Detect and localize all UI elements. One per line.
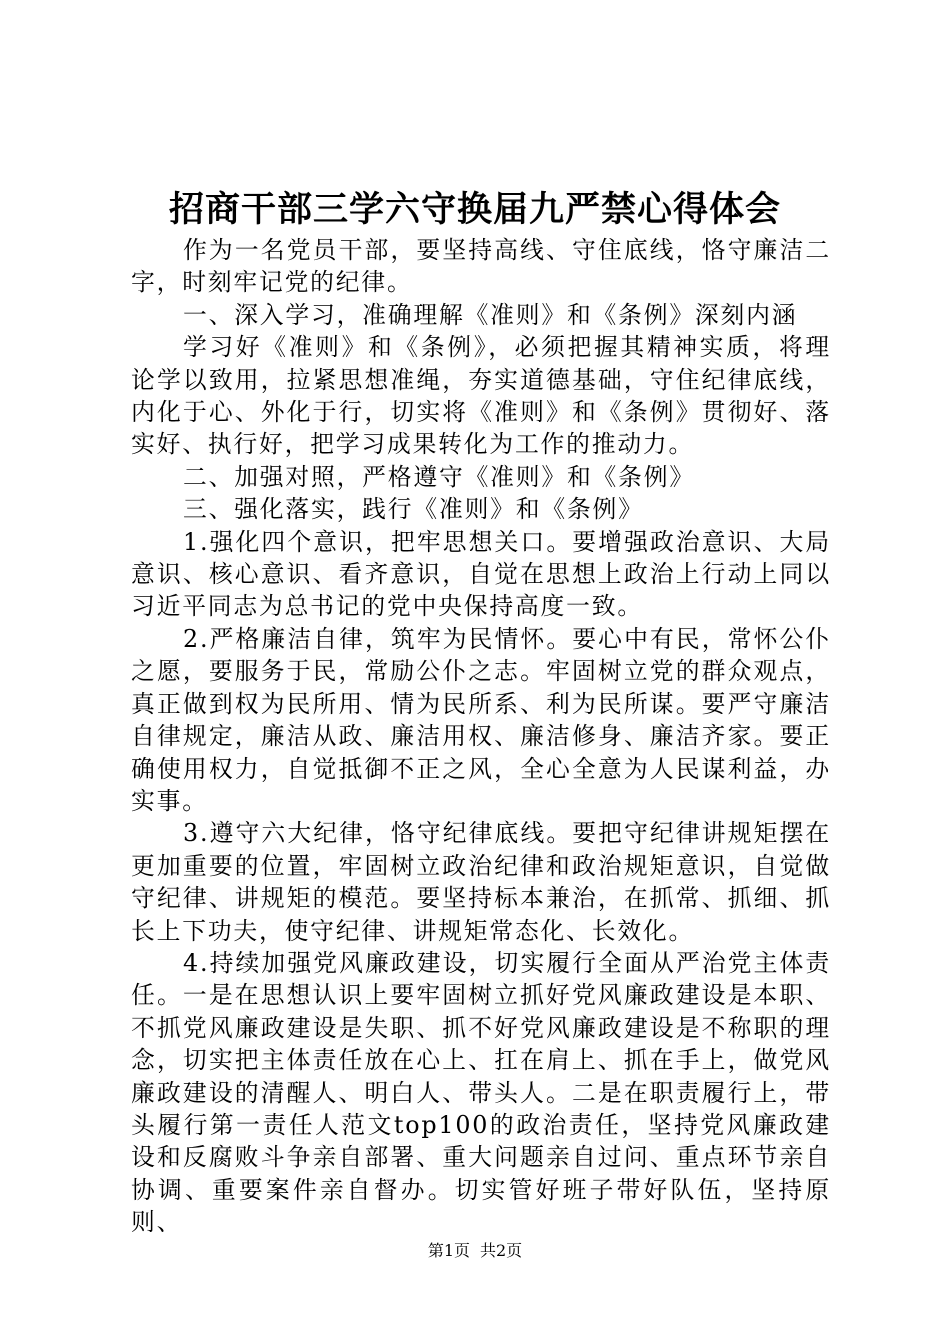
document-title: 招商干部三学六守换届九严禁心得体会 <box>168 189 781 230</box>
document-body <box>131 234 831 1239</box>
paragraph: 学习好《准则》和《条例》，必须把握其精神实质，将理论学以致用，拉紧思想准绳，夯实道德基础，守住纪律底线，内化于心、外化于行，切实将《准则》和《条例》贯彻好、落实好、执行好，把学习成果转化为工作的推动力。 <box>131 333 831 459</box>
paragraph: 作为一名党员干部，要坚持高线、守住底线，恪守廉洁二字，时刻牢记党的纪律。 <box>131 236 831 297</box>
section-heading: 二、加强对照，严格遵守《准则》和《条例》 <box>183 462 695 491</box>
paragraph: 3.遵守六大纪律，恪守纪律底线。要把守纪律讲规矩摆在更加重要的位置，牢固树立政治纪律和政治规矩意识，自觉做守纪律、讲规矩的模范。要坚持标本兼治，在抓常、抓细、抓长上下功夫，使守纪律、讲规矩常态化、长效化。 <box>131 819 831 945</box>
page-number: 第1页 <box>427 1241 470 1260</box>
section-heading: 一、深入学习，准确理解《准则》和《条例》深刻内涵 <box>183 300 798 329</box>
paragraph: 1.强化四个意识，把牢思想关口。要增强政治意识、大局意识、核心意识、看齐意识，自觉在思想上政治上行动上同以习近平同志为总书记的党中央保持高度一致。 <box>131 527 831 621</box>
page-total: 共2页 <box>480 1241 523 1260</box>
paragraph: 2.严格廉洁自律，筑牢为民情怀。要心中有民，常怀公仆之愿，要服务于民，常励公仆之志。牢固树立党的群众观点，真正做到权为民所用、情为民所系、利为民所谋。要严守廉洁自律规定，廉洁从政、廉洁用权、廉洁修身、廉洁齐家。要正确使用权力，自觉抵御不正之风，全心全意为人民谋利益，办实事。 <box>131 624 831 815</box>
page-footer <box>0 1240 950 1262</box>
section-heading: 三、强化落实，践行《准则》和《条例》 <box>183 495 644 524</box>
paragraph: 4.持续加强党风廉政建设，切实履行全面从严治党主体责任。一是在思想认识上要牢固树立抓好党风廉政建设是本职、不抓党风廉政建设是失职、抓不好党风廉政建设是不称职的理念，切实把主体责任放在心上、扛在肩上、抓在手上，做党风廉政建设的清醒人、明白人、带头人。二是在职责履行上，带头履行第一责任人范文top100的政治责任，坚持党风廉政建设和反腐败斗争亲自部署、重大问题亲自过问、重点环节亲自协调、重要案件亲自督办。切实管好班子带好队伍，坚持原则、 <box>131 948 831 1237</box>
